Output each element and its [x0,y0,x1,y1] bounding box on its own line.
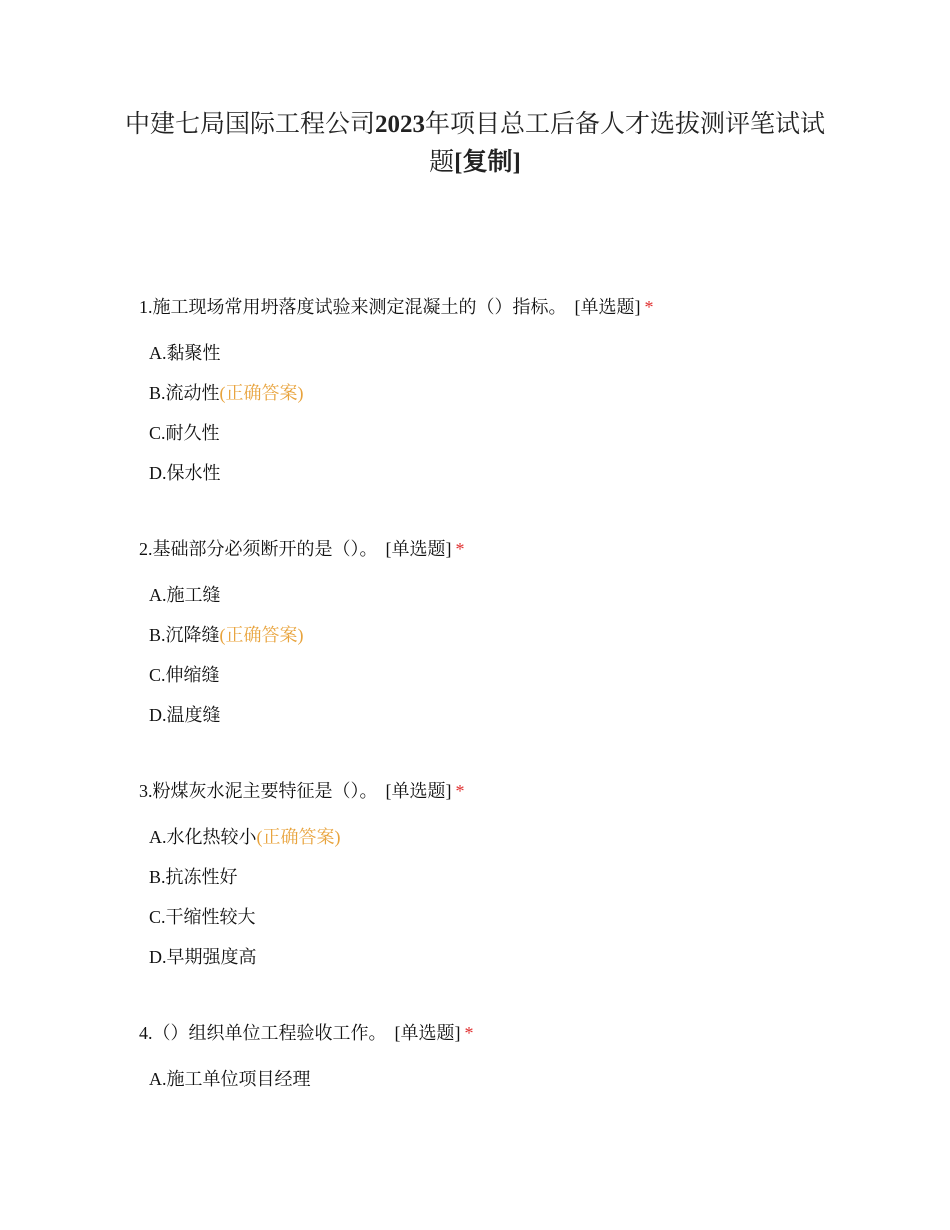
option-a[interactable] [149,583,839,623]
question-text: 3.粉煤灰水泥主要特征是（）。 [139,781,378,801]
option-label: A.施工单位项目经理 [149,1069,311,1089]
option-b[interactable] [149,865,839,905]
option-list [139,825,839,985]
option-label: D.温度缝 [149,705,221,725]
required-marker: * [455,539,465,559]
question-stem [139,295,839,319]
correct-answer-mark: (正确答案) [256,827,341,847]
option-label: B.流动性 [149,383,220,403]
question-stem [139,1021,839,1045]
option-label: D.早期强度高 [149,947,257,967]
question-text: 2.基础部分必须断开的是（）。 [139,539,378,559]
question-stem [139,779,839,803]
option-label: C.干缩性较大 [149,907,256,927]
question-1 [139,295,839,501]
option-a[interactable] [149,341,839,381]
option-list [139,1067,839,1107]
option-label: A.水化热较小 [149,827,257,847]
question-4 [139,1021,839,1107]
option-b[interactable] [149,381,839,421]
question-2 [139,537,839,743]
question-3 [139,779,839,985]
question-text: 1.施工现场常用坍落度试验来测定混凝土的（）指标。 [139,297,567,317]
question-text: 4.（）组织单位工程验收工作。 [139,1023,387,1043]
title-text-part1: 中建七局国际工程公司 [124,111,375,138]
question-type: [单选题] [574,297,641,317]
option-b[interactable] [149,623,839,663]
required-marker: * [464,1023,474,1043]
option-label: B.沉降缝 [149,625,220,645]
title-text-part2: 年项目总工后备人才选拔测评笔试试题 [425,111,826,176]
option-d[interactable] [149,703,839,743]
question-type: [单选题] [394,1023,461,1043]
title-copy-tag: [复制] [454,149,521,176]
question-type: [单选题] [385,781,452,801]
correct-answer-mark: (正确答案) [219,625,304,645]
option-d[interactable] [149,461,839,501]
required-marker: * [455,781,465,801]
option-list [139,341,839,501]
option-a[interactable] [149,825,839,865]
option-label: C.伸缩缝 [149,665,220,685]
option-label: A.黏聚性 [149,343,221,363]
question-stem [139,537,839,561]
option-label: C.耐久性 [149,423,220,443]
option-list [139,583,839,743]
option-label: D.保水性 [149,463,221,483]
option-c[interactable] [149,663,839,703]
title-year: 2023 [375,111,425,138]
option-label: A.施工缝 [149,585,221,605]
option-c[interactable] [149,421,839,461]
question-type: [单选题] [385,539,452,559]
required-marker: * [644,297,654,317]
option-d[interactable] [149,945,839,985]
option-label: B.抗冻性好 [149,867,238,887]
option-c[interactable] [149,905,839,945]
correct-answer-mark: (正确答案) [219,383,304,403]
option-a[interactable] [149,1067,839,1107]
page-title [120,106,830,182]
